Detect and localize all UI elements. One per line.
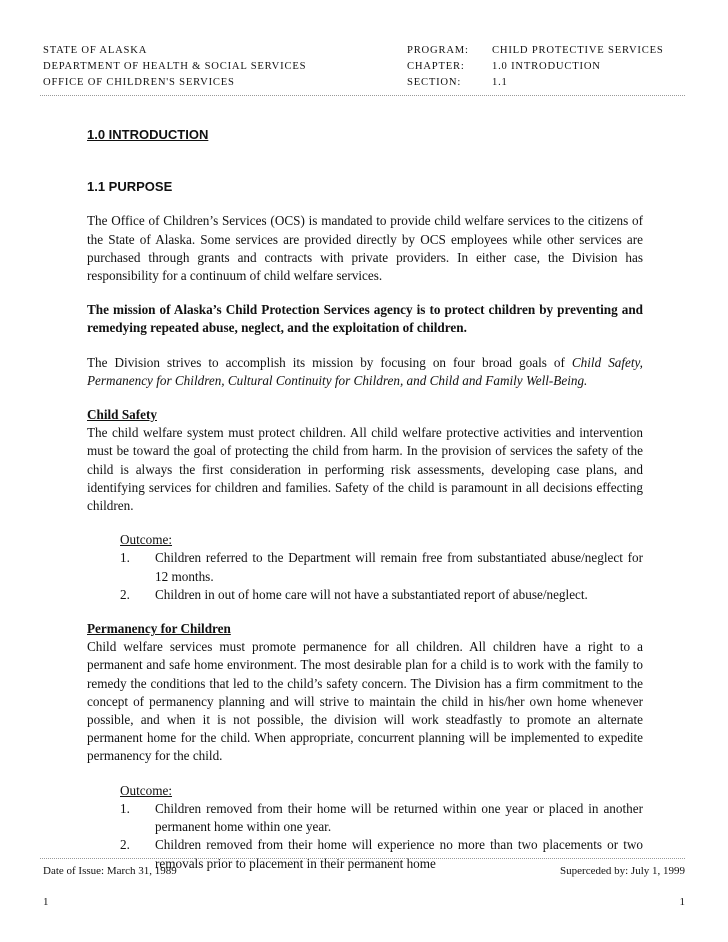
- page-number-right: 1: [679, 896, 685, 908]
- goals-lead: The Division strives to accomplish its mission by focusing on four broad goals of: [87, 354, 572, 370]
- child-safety-heading: Child Safety: [87, 407, 157, 423]
- header-value-section: 1.1: [492, 77, 508, 88]
- outcome-text: Children removed from their home will experience no more than two placements or two removals prior to placement in their permanent home: [155, 837, 643, 871]
- header-label-chapter: CHAPTER:: [407, 61, 465, 72]
- outcome-label: Outcome:: [120, 782, 173, 798]
- goals-paragraph: [87, 354, 643, 390]
- superceded-by: Superceded by: July 1, 1999: [560, 865, 685, 877]
- chapter-title: 1.0 INTRODUCTION: [87, 127, 209, 142]
- outcome-item: [120, 800, 643, 836]
- header-divider: [40, 95, 685, 96]
- child-safety-text: The child welfare system must protect children. All child welfare protective activities and intervention must be toward the goal of protecting the child from harm. In the provision of services the safety of the child is always the first consideration in performing risk assessments, developing case plans, and identifying services for children and families. Safety of the child is paramount in all decisions effecting children.: [87, 425, 643, 514]
- document-body: [87, 126, 643, 873]
- permanency-heading: Permanency for Children: [87, 621, 231, 637]
- outcome-number: 2.: [120, 586, 130, 602]
- goals-list: Child Safety, Permanency for Children, Cultural Continuity for Children, and Child and Family Well-Being.: [87, 354, 643, 388]
- section-title: 1.1 PURPOSE: [87, 179, 173, 195]
- permanency-outcomes: [120, 782, 643, 873]
- header-label-section: SECTION:: [407, 77, 462, 88]
- header-office: OFFICE OF CHILDREN'S SERVICES: [43, 77, 235, 88]
- footer-divider: [40, 858, 685, 859]
- outcome-number: 2.: [120, 837, 130, 853]
- outcome-text: Children removed from their home will be returned within one year or placed in another permanent home within one year.: [155, 800, 643, 835]
- outcome-number: 1.: [120, 550, 130, 566]
- header-value-chapter: 1.0 INTRODUCTION: [492, 61, 601, 72]
- mission-statement: The mission of Alaska’s Child Protection Services agency is to protect children by preventing and remedying repeated abuse, neglect, and the exploitation of children.: [87, 302, 643, 336]
- outcome-text: Children in out of home care will not have a substantiated report of abuse/neglect.: [155, 586, 588, 602]
- header-agency: [43, 43, 306, 91]
- outcome-number: 1.: [120, 800, 130, 816]
- outcome-text: Children referred to the Department will remain free from substantiated abuse/neglect for 12 months.: [155, 550, 643, 584]
- purpose-paragraph: The Office of Children’s Services (OCS) is mandated to provide child welfare services to the citizens of the State of Alaska. Some services are provided directly by OCS employees while other services are purchased through grants and contracts with private providers. In either case, the Division has responsibility for a continuum of child welfare services.: [87, 213, 643, 284]
- permanency-section: [87, 620, 643, 873]
- page-number-left: 1: [43, 896, 49, 908]
- header-label-program: PROGRAM:: [407, 45, 469, 56]
- child-safety-section: [87, 406, 643, 604]
- permanency-text: Child welfare services must promote permanence for all children. All children have a right to a permanent and safe home environment. The most desirable plan for a child is to work with the family to remedy the conditions that led to the child’s safety concern. The Division has a firm commitment to the concept of permanency planning and will strive to maintain the child in his/her own home whenever possible, and when it is not possible, the division will work steadfastly to promote an alternate permanent home for the child. When appropriate, concurrent planning will be implemented to expedite permanency for the child.: [87, 639, 643, 764]
- header-values: [492, 43, 664, 91]
- outcome-label: Outcome:: [120, 532, 173, 548]
- header-labels: [407, 43, 469, 91]
- header-department: DEPARTMENT OF HEALTH & SOCIAL SERVICES: [43, 61, 307, 72]
- header-value-program: CHILD PROTECTIVE SERVICES: [492, 45, 664, 56]
- header-state: STATE OF ALASKA: [43, 45, 148, 56]
- outcome-item: [120, 549, 643, 585]
- date-of-issue: Date of Issue: March 31, 1989: [43, 865, 177, 877]
- child-safety-outcomes: [120, 531, 643, 604]
- outcome-item: [120, 586, 643, 604]
